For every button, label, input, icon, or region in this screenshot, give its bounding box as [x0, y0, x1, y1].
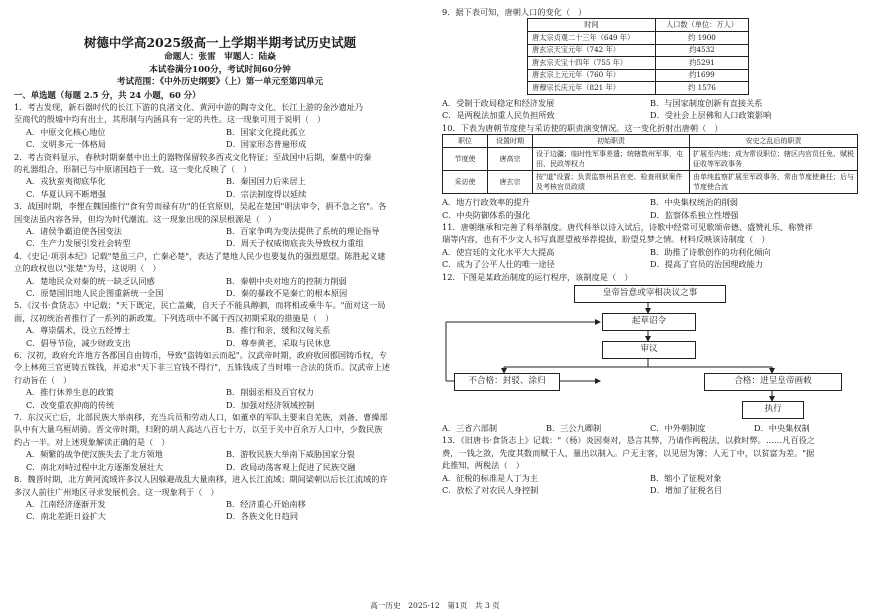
q13-option-c[interactable]: C．放松了对农民人身控制	[442, 485, 539, 496]
flow-step-reject: 不合格：封驳、涂归	[454, 373, 560, 391]
q11-option-c[interactable]: C．成为了公平人仕的唯一途径	[442, 259, 555, 270]
table-cell: 约 1900	[655, 32, 748, 45]
q11-option-a[interactable]: A．使宫廷的文化水平大大提高	[442, 246, 555, 257]
answer-option[interactable]: D．各族文化日趋同	[226, 511, 299, 522]
answer-option[interactable]: A．中原文化核心地位	[26, 126, 106, 137]
table-row	[528, 57, 749, 70]
table-cell: 唐太宗贞观二十三年（649 年）	[528, 32, 656, 45]
q13-options-row2	[442, 484, 858, 496]
table-cell: 按"道"设置；负责监察州县官吏、检查刑狱案件及考核官员政绩	[533, 171, 690, 194]
exam-title: 树德中学高2025级高一上学期半期考试历史试题	[83, 35, 357, 50]
table-row	[528, 44, 749, 57]
table-cell: 唐玄宗天宝十四年（755 年）	[528, 57, 656, 70]
q13-line: 此推知，两税法（ ）	[442, 460, 524, 471]
q12-option-d[interactable]: D．中央集权制	[754, 423, 810, 434]
option-row	[14, 324, 426, 336]
question-text-line: 国变法虽内容各异，但均为时代潮流。这一现象出现的深层根源是（ ）	[14, 213, 277, 224]
answer-option[interactable]: C．生产力发展引发社会转型	[26, 238, 131, 249]
option-row	[14, 138, 426, 150]
option-row	[14, 237, 426, 249]
option-row	[14, 448, 426, 460]
q9-option-b[interactable]: B．与国家制度创新有直接关系	[650, 97, 763, 108]
q9-option-c[interactable]: C．是两税法加重人民负担所致	[442, 110, 555, 121]
section-title: 一、单选题（每题 2.5 分，共 24 小题，60 分）	[14, 89, 201, 100]
q10-stem: 10．下表为唐朝节度使与采访使的职责演变情况。这一变化折射出唐朝（ ）	[442, 122, 723, 133]
table-cell: 唐高宗	[488, 148, 533, 171]
answer-option[interactable]: C．改变重农抑商的传统	[26, 399, 115, 410]
q10-options-row1	[442, 196, 858, 208]
q10-option-d[interactable]: D．监察体系独立性增强	[650, 209, 739, 220]
option-row	[14, 225, 426, 237]
table-cell: 扩展至内地；成为常设职位；辖区内官员任免、赋税征收等军政事务	[690, 148, 858, 171]
q12-option-c[interactable]: C．中外朝制度	[650, 423, 706, 434]
table-header-cell: 时间	[528, 19, 656, 32]
q10-option-a[interactable]: A．地方行政效率的提升	[442, 197, 530, 208]
q12-options-row	[442, 422, 858, 434]
q10-option-b[interactable]: B．中央集权统治的削弱	[650, 197, 738, 208]
table-header-cell: 初始职责	[533, 135, 690, 148]
question-text-line: 至商代的殷墟中均有出土，其形制与内涵具有一定的共性。这一现象可用于说明（ ）	[14, 114, 326, 125]
table-cell: 设于边疆；临时性军事差遣；统辖数州军事，屯田、民政等权力	[533, 148, 690, 171]
answer-option[interactable]: C．文明多元一体格局	[26, 139, 106, 150]
table-row	[443, 171, 858, 194]
exam-scope: 考试范围：《中外历史纲要》（上）第一单元至第四单元	[116, 77, 324, 87]
q10-option-c[interactable]: C．中央防御体系的强化	[442, 209, 531, 220]
answer-option[interactable]: A．诸侯争霸迫使各国变法	[26, 225, 122, 236]
answer-option[interactable]: B．国家文化提此孤立	[226, 126, 306, 137]
answer-option[interactable]: B．秦国国力后来居上	[226, 176, 306, 187]
answer-option[interactable]: A．频繁的战争使汉族失去了北方领地	[26, 449, 163, 460]
procedure-flowchart	[442, 285, 858, 419]
answer-option[interactable]: A．尊崇儒术，设立五经博士	[26, 325, 131, 336]
answer-option[interactable]: D．周天子权威彻底丧失导致权力重组	[226, 238, 364, 249]
right-column	[442, 6, 858, 496]
q13-option-d[interactable]: D．增加了征税名目	[650, 485, 723, 496]
q12-option-b[interactable]: B．三公九卿制	[546, 423, 602, 434]
answer-option[interactable]: A．戎狄蛮夷彻底华化	[26, 176, 106, 187]
table-row	[528, 82, 749, 95]
q13-line: 13．《旧唐书·食货志上》记载："（杨）炎因奏对，恳言其弊，乃请作两税法，以救时弊。……凡百役之	[442, 435, 815, 446]
question-text-line: 面，汉初统治者推行了一系列的新政策。下列选项中不属于西汉初期采取的措施是（ ）	[14, 312, 334, 323]
table-cell: 约1699	[655, 69, 748, 82]
q11-line: 瑞等内容，也有不少文人书写真愿望被举荐提拔，盼望兑梦之情。材料反映该诗制度（ ）	[442, 234, 770, 245]
left-question-body	[14, 101, 426, 523]
answer-option[interactable]: B．经济重心开始南移	[226, 498, 306, 509]
table-cell: 采访使	[443, 171, 488, 194]
table-cell: 节度使	[443, 148, 488, 171]
option-row	[14, 498, 426, 510]
table-row	[528, 32, 749, 45]
question-text-line: 2．考古资料显示，春秋时期秦墓中出土的器物保留较多西戎文化特征；至战国中后期，秦墓中的秦	[14, 151, 372, 162]
option-row	[14, 461, 426, 473]
option-row	[14, 510, 426, 522]
table-header-cell: 设置时期	[488, 135, 533, 148]
answer-option[interactable]: D．秦的暴政不是秦亡的根本原因	[226, 288, 348, 298]
table-header-cell: 安史之乱后的职责	[690, 135, 858, 148]
q11-line: 11．唐朝继承和完善了科举制度。唐代科举以诗入试后，诗歌中经常可见歌颂帝德、盛赞礼乐、称赞祥	[442, 222, 813, 232]
answer-option[interactable]: C．华夏认同不断增强	[26, 188, 106, 199]
question-text-line: 6．汉初，政府允许地方各郡国自由铸币，导致"盗铸如云而起"。汉武帝时期，政府收回郡国铸币权，专	[14, 350, 387, 361]
answer-option[interactable]: D．宗法制度得以延续	[226, 188, 307, 199]
table-row	[528, 69, 749, 82]
table-cell: 约4532	[655, 44, 748, 57]
table-cell: 约 1576	[655, 82, 748, 95]
option-row	[14, 126, 426, 138]
q13-option-b[interactable]: B．缩小了征税对象	[650, 472, 722, 483]
answer-option[interactable]: C．南北对峙过程中北方逐渐发展壮大	[26, 461, 164, 472]
q11-option-d[interactable]: D．提高了官员的治国理政能力	[650, 259, 764, 270]
question-text-line: 行动旨在（ ）	[14, 374, 72, 385]
q10-options-row2	[442, 209, 858, 221]
exam-meta: 本试卷满分100分，考试时间60分钟	[149, 64, 291, 75]
flow-step-execute: 执行	[742, 401, 804, 419]
answer-option[interactable]: D．政局动荡客观上促进了民族交融	[226, 461, 356, 472]
question-text-line: 队中有大量乌桓胡骑。晋文帝时期，归附的胡人高达八百七十万，以至于关中百余万人口中，少数民族	[14, 424, 383, 435]
answer-option[interactable]: A．江南经济逐渐开发	[26, 498, 106, 509]
option-row	[14, 386, 426, 398]
table-header-cell: 人口数（单位：万人）	[655, 19, 748, 32]
q11-options-row1	[442, 246, 858, 258]
flow-connector-gap	[602, 373, 636, 389]
q9-option-d[interactable]: D．受社会上层佛和人口政策影响	[650, 110, 772, 121]
answer-option[interactable]: D．尊奉黄老，采取与民休息	[226, 337, 331, 348]
question-text-line: 多汉人前往广州地区寻求发展机会。这一现象利于（ ）	[14, 486, 219, 497]
answer-option[interactable]: B．秦朝中央对地方的控制力削弱	[226, 275, 347, 286]
answer-option[interactable]: C．南北差距日益扩大	[26, 511, 106, 522]
q9-options-row1	[442, 97, 858, 109]
option-row	[14, 275, 426, 287]
table-cell: 约5291	[655, 57, 748, 70]
table-cell: 唐玄宗上元元年（760 年）	[528, 69, 656, 82]
answer-option[interactable]: C．倡导节俭，减少财政支出	[26, 337, 131, 348]
q13-option-a[interactable]: A．征税的标准是人丁为主	[442, 472, 538, 483]
answer-option[interactable]: B．削弱丞相及百官权力	[226, 387, 314, 398]
option-row	[14, 175, 426, 187]
answer-option[interactable]: B．游牧民族大举南下威胁国家分裂	[226, 449, 355, 460]
q13-line: 费，一钱之敛，先度其数而赋于人，量出以制入。户无主客，以见居为簿；人无丁中，以贫富为差。"据	[442, 447, 815, 458]
q9-option-a[interactable]: A．受制于政局稳定和经济发展	[442, 97, 555, 108]
q12-stem: 12．下图是某政治制度的运行程序，该制度是（ ）	[442, 271, 633, 282]
table-cell: 唐玄宗	[488, 171, 533, 194]
question-text-line: 7．东汉灭亡后，北部民族大举南移，充当兵员和劳动人口，如董卓的军队主要来自羌族，刘备、曹操部	[14, 412, 388, 423]
question-text-line: 1．考古发现，新石器时代的长江下游的良渚文化、黄河中游的陶寺文化、长江上游的金沙遗址乃	[14, 101, 364, 112]
exam-authors: 命题人：张雷 审题人：陆焱	[164, 52, 276, 62]
table-cell: 由单纯监察扩展至军政事务，常由节度使兼任；后与节度使合流	[690, 171, 858, 194]
answer-option[interactable]: C．原楚国旧地人民企图重新统一全国	[26, 288, 164, 298]
population-table-header	[528, 19, 749, 32]
duties-table-header	[443, 135, 858, 148]
table-cell: 唐玄宗天宝元年（742 年）	[528, 44, 656, 57]
official-duties-table	[442, 134, 858, 194]
q11-options-row2	[442, 258, 858, 270]
answer-option[interactable]: B．推行和亲，缓和汉匈关系	[226, 325, 331, 336]
answer-option[interactable]: B．百家争鸣为变法提供了系统的理论指导	[226, 225, 380, 236]
option-row	[14, 399, 426, 411]
question-text-line: 4．《史记·项羽本纪》记载"楚虽三户，亡秦必楚"，表达了楚地人民少也要复仇的强烈愿望。陈胜起义建	[14, 250, 386, 261]
question-text-line: 3．战国时期，李悝在魏国推行"食有劳而禄有功"的任官原则，吴起在楚国"明法审令，捐不急之官"。各	[14, 201, 387, 212]
q9-stem: 9．据下表可知，唐朝人口的变化（ ）	[442, 7, 587, 17]
q11-option-b[interactable]: B．助推了诗歌创作的功利化倾向	[650, 246, 771, 257]
q13-options-row1	[442, 472, 858, 484]
q12-option-a[interactable]: A．三省六部制	[442, 423, 498, 434]
table-row	[443, 148, 858, 171]
q9-options-row2	[442, 109, 858, 121]
answer-option[interactable]: D．国家形态普遍形成	[226, 139, 307, 150]
option-row	[14, 337, 426, 349]
answer-option[interactable]: A．推行休养生息的政策	[26, 387, 114, 398]
population-table	[527, 18, 749, 95]
question-text-line: 令上林苑三官更铸五铢钱，并追求"天下非三官钱不得行"，五铢钱成了当时唯一合法的货币。汉武帝上述	[14, 362, 390, 373]
answer-option[interactable]: D．加强对经济领域控制	[226, 399, 315, 410]
flow-step-origin: 皇帝旨意或宰相决议之事	[574, 285, 726, 303]
flow-step-approve: 合格：进呈皇帝画敕	[704, 373, 842, 391]
table-header-cell: 职位	[443, 135, 488, 148]
page-footer: 高一历史 2025-12 第1页 共 3 页	[370, 601, 500, 610]
left-column	[14, 0, 426, 523]
answer-option[interactable]: A．楚地民众对秦的统一缺乏认同感	[26, 275, 155, 286]
question-text-line: 的礼器组合、形制已与中原诸国趋于一致。这一变化反映了（ ）	[14, 163, 252, 174]
option-row	[14, 287, 426, 299]
option-row	[14, 188, 426, 200]
question-text-line: 8．魏晋时期，北方黄河流域许多汉人因躲避战乱大量南移，进入长江流域；期间梁朝以后长江流域的许	[14, 474, 388, 485]
question-text-line: 5．《汉书·食货志》中记载："天下既定，民亡盖藏，自天子不能具醇驷，而将相或乘牛车。"面对这一局	[14, 300, 386, 311]
question-text-line: 立的政权也以"张楚"为号，这说明（ ）	[14, 263, 161, 274]
flow-step-review: 审议	[602, 341, 696, 359]
table-cell: 唐穆宗长庆元年（821 年）	[528, 82, 656, 95]
flow-step-draft: 起草诏令	[602, 313, 696, 331]
question-text-line: 约占一半。对上述现象解读正确的是（ ）	[14, 436, 170, 447]
